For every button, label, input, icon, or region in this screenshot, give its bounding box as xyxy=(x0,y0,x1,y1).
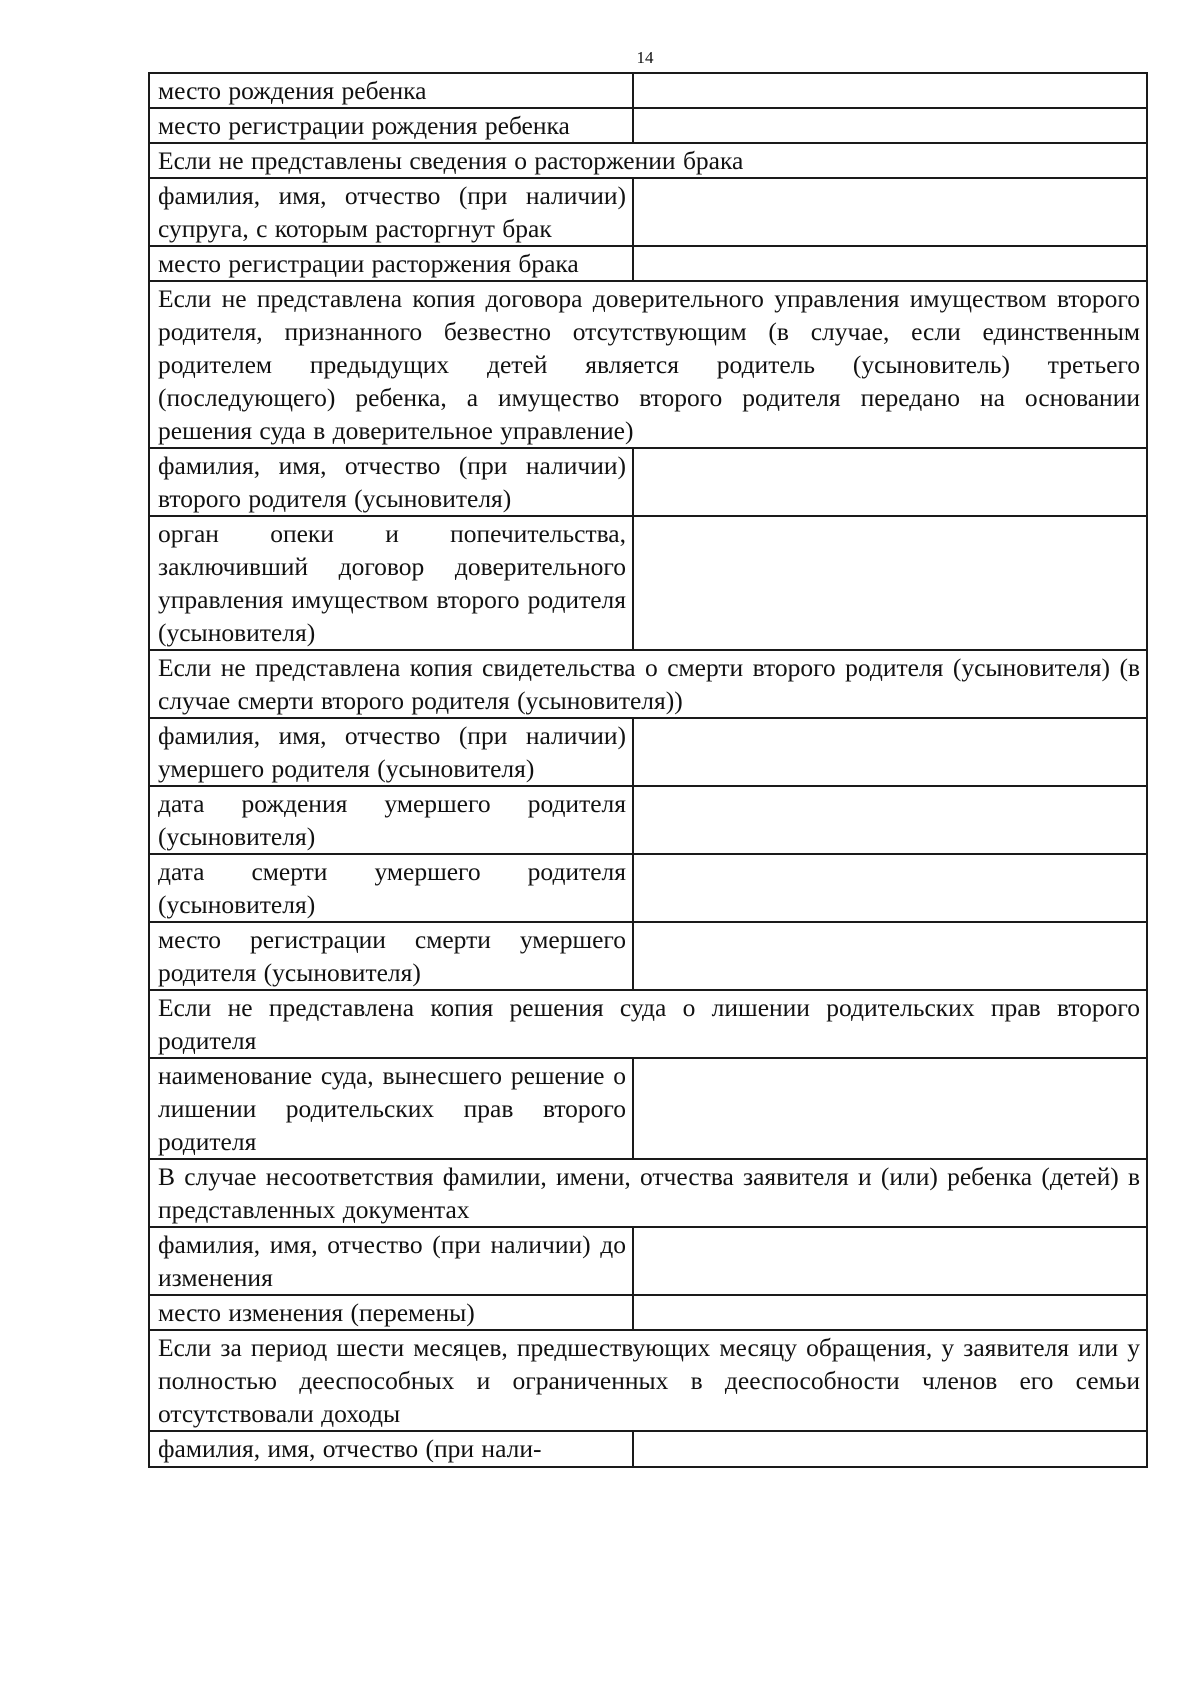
field-value[interactable] xyxy=(633,73,1147,108)
section-header-row xyxy=(149,1159,1147,1227)
field-value[interactable] xyxy=(633,854,1147,922)
table-row xyxy=(149,854,1147,922)
table-row xyxy=(149,718,1147,786)
field-label: орган опеки и попечительства, заключивший договор доверительного управления имуществом второго родителя (усыновителя) xyxy=(149,516,633,650)
section-header: Если не представлена копия решения суда о лишении родительских прав второго родителя xyxy=(149,990,1147,1058)
section-header: Если не представлена копия свидетельства о смерти второго родителя (усыновителя) (в случае смерти второго родителя (усыновителя)) xyxy=(149,650,1147,718)
field-value[interactable] xyxy=(633,516,1147,650)
application-form-table xyxy=(148,72,1148,1468)
field-label: дата рождения умершего родителя (усыновителя) xyxy=(149,786,633,854)
table-row xyxy=(149,1227,1147,1295)
field-label: место регистрации смерти умершего родителя (усыновителя) xyxy=(149,922,633,990)
field-label: фамилия, имя, отчество (при наличии) умершего родителя (усыновителя) xyxy=(149,718,633,786)
section-header: Если за период шести месяцев, предшествующих месяцу обращения, у заявителя или у полностью дееспособных и ограниченных в дееспособности членов его семьи отсутствовали доходы xyxy=(149,1330,1147,1431)
section-header: Если не представлена копия договора доверительного управления имуществом второго родителя, признанного безвестно отсутствующим (в случае, если единственным родителем предыдущих детей является родитель (усыновитель) третьего (последующего) ребенка, а имущество второго родителя передано на основании решения суда в доверительное управление) xyxy=(149,281,1147,448)
table-row xyxy=(149,922,1147,990)
field-label: место регистрации расторжения брака xyxy=(149,246,633,281)
table-row xyxy=(149,178,1147,246)
section-header-row xyxy=(149,1330,1147,1431)
table-row xyxy=(149,246,1147,281)
field-value[interactable] xyxy=(633,1431,1147,1467)
field-value[interactable] xyxy=(633,178,1147,246)
field-label: наименование суда, вынесшего решение о лишении родительских прав второго родителя xyxy=(149,1058,633,1159)
section-header-row xyxy=(149,990,1147,1058)
section-header: В случае несоответствия фамилии, имени, отчества заявителя и (или) ребенка (детей) в представленных документах xyxy=(149,1159,1147,1227)
page-number: 14 xyxy=(636,48,654,67)
field-label: фамилия, имя, отчество (при наличии) до изменения xyxy=(149,1227,633,1295)
table-row xyxy=(149,786,1147,854)
field-label: фамилия, имя, отчество (при нали- xyxy=(149,1431,633,1467)
field-value[interactable] xyxy=(633,718,1147,786)
section-header-row xyxy=(149,650,1147,718)
field-value[interactable] xyxy=(633,922,1147,990)
field-value[interactable] xyxy=(633,1227,1147,1295)
table-row xyxy=(149,448,1147,516)
table-row xyxy=(149,516,1147,650)
field-label: место изменения (перемены) xyxy=(149,1295,633,1330)
table-row xyxy=(149,1058,1147,1159)
field-value[interactable] xyxy=(633,448,1147,516)
field-value[interactable] xyxy=(633,1058,1147,1159)
field-label: фамилия, имя, отчество (при наличии) супруга, с которым расторгнут брак xyxy=(149,178,633,246)
field-value[interactable] xyxy=(633,1295,1147,1330)
field-label: место рождения ребенка xyxy=(149,73,633,108)
field-value[interactable] xyxy=(633,108,1147,143)
section-header: Если не представлены сведения о расторжении брака xyxy=(149,143,1147,178)
table-row xyxy=(149,73,1147,108)
field-value[interactable] xyxy=(633,786,1147,854)
section-header-row xyxy=(149,281,1147,448)
field-value[interactable] xyxy=(633,246,1147,281)
field-label: место регистрации рождения ребенка xyxy=(149,108,633,143)
table-row xyxy=(149,1431,1147,1467)
section-header-row xyxy=(149,143,1147,178)
table-row xyxy=(149,1295,1147,1330)
field-label: фамилия, имя, отчество (при наличии) второго родителя (усыновителя) xyxy=(149,448,633,516)
field-label: дата смерти умершего родителя (усыновителя) xyxy=(149,854,633,922)
table-row xyxy=(149,108,1147,143)
